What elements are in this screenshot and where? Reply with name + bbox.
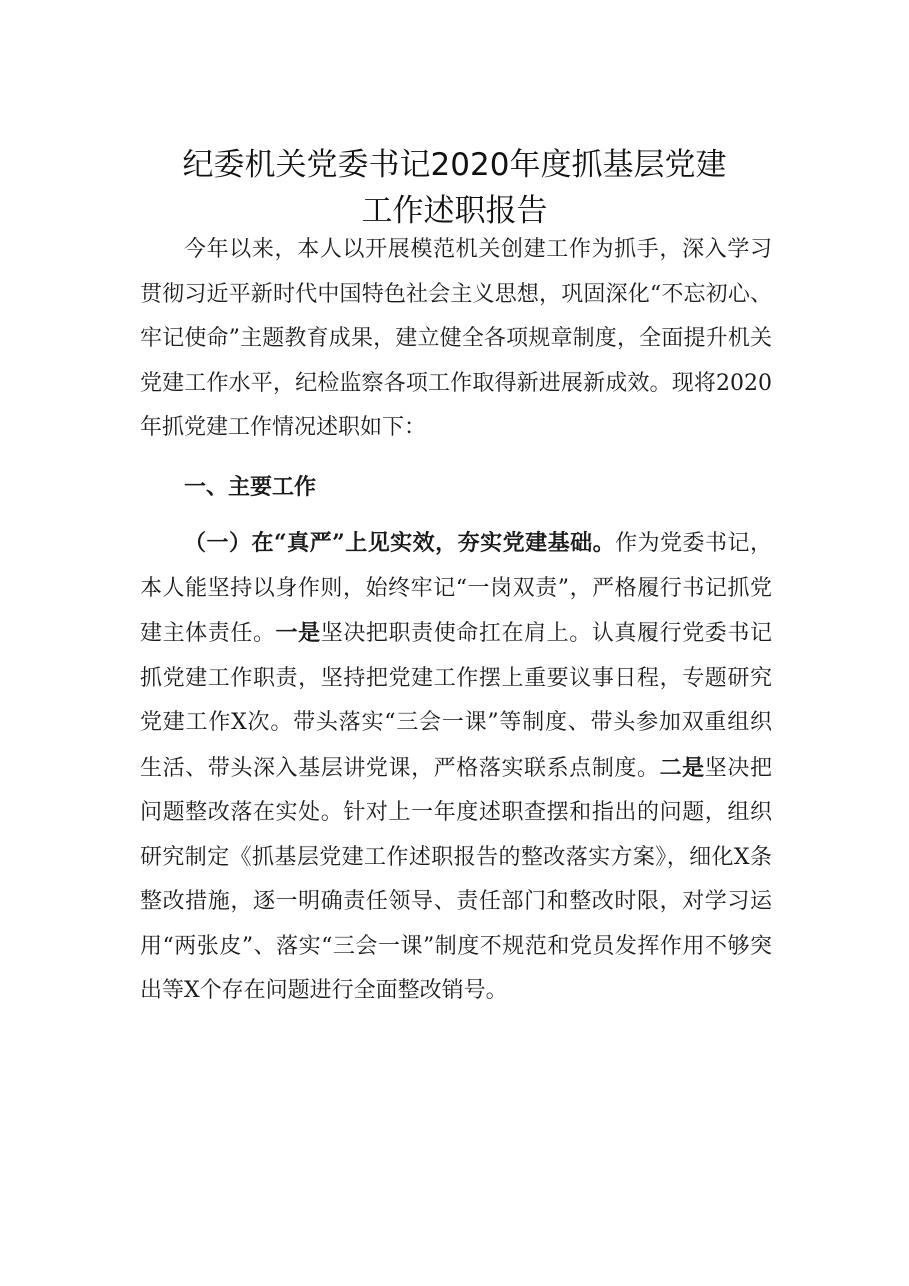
title-line-1: 纪委机关党委书记2020年度抓基层党建 — [182, 147, 727, 183]
subsection-paragraph — [140, 521, 772, 1014]
point-text-1: 坚决把职责使命扛在肩上。认真履行党委书记抓党建工作职责，坚持把党建工作摆上重要议事日程，专题研究党建工作X次。带头落实“三会一课”等制度、带头参加双重组织生活、带头深入基层讲党课，严格落实联系点制度。 — [140, 621, 772, 781]
point-label-2: 二是 — [659, 754, 705, 781]
document-title — [140, 142, 769, 234]
title-line-2: 工作述职报告 — [361, 193, 548, 229]
intro-paragraph: 今年以来，本人以开展模范机关创建工作为抓手，深入学习贯彻习近平新时代中国特色社会主义思想，巩固深化“不忘初心、牢记使命”主题教育成果，建立健全各项规章制度，全面提升机关党建工作水平，纪检监察各项工作取得新进展新成效。现将2020年抓党建工作情况述职如下： — [140, 237, 772, 440]
section-heading-main-work: 一、主要工作 — [184, 473, 317, 500]
document-body — [140, 228, 772, 1014]
subsection-heading: （一）在“真严”上见实效，夯实党建基础。 — [184, 530, 616, 556]
subsection-text: 作为党委书记，本人能坚持以身作则，始终牢记“一岗双责”，严格履行书记抓党建主体责任。 — [140, 531, 772, 646]
point-text-2: 坚决把问题整改落在实处。针对上一年度述职查摆和指出的问题，组织研究制定《抓基层党建工作述职报告的整改落实方案》，细化X条整改措施，逐一明确责任领导、责任部门和整改时限，对学习运用“两张皮”、落实“三会一课”制度不规范和党员发挥作用不够突出等X个存在问题进行全面整改销号。 — [140, 755, 772, 1003]
point-label-1: 一是 — [275, 620, 321, 646]
